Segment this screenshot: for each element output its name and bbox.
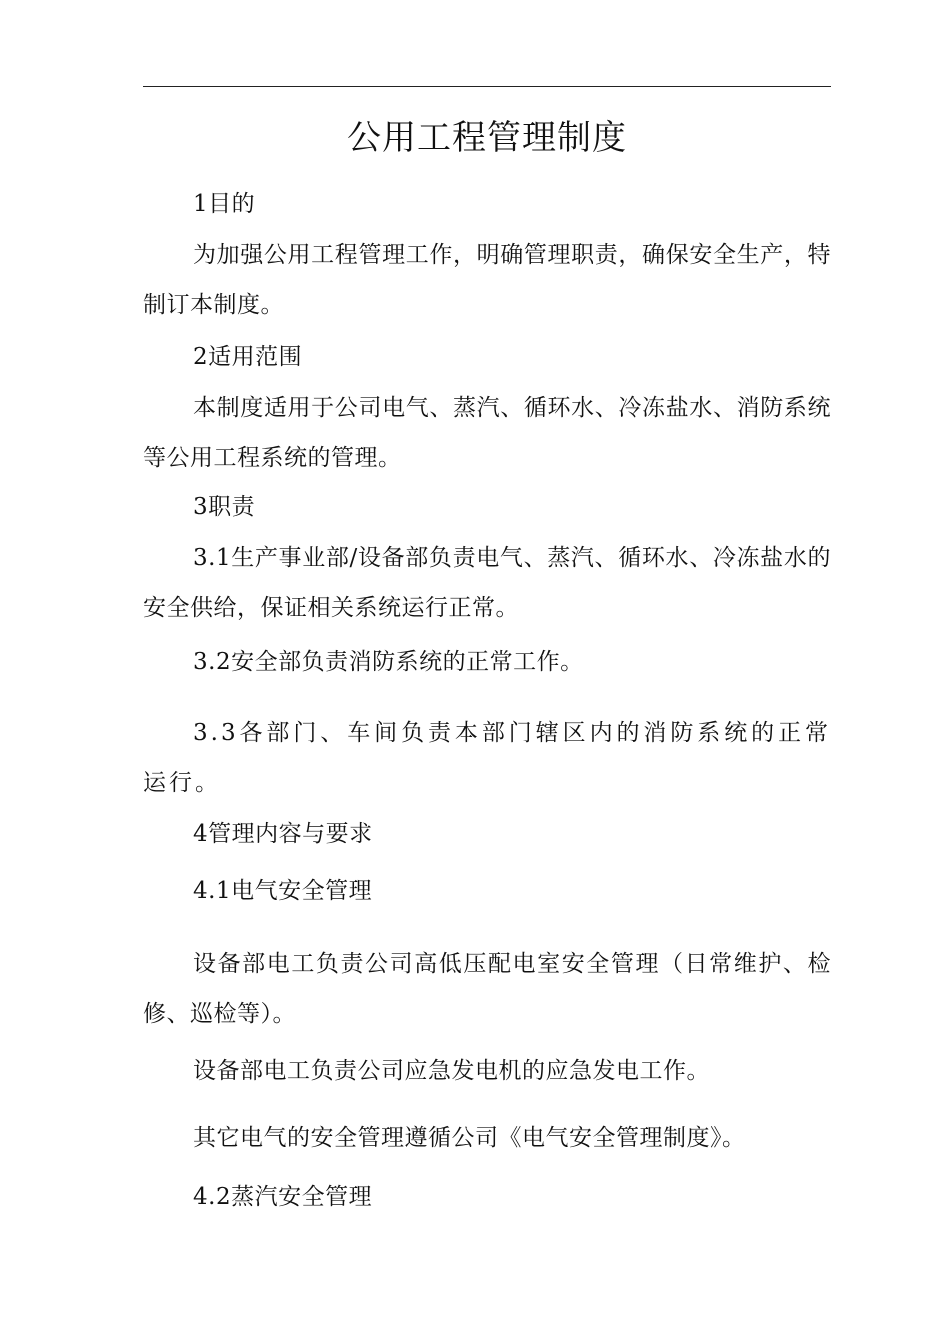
document-title: 公用工程管理制度 [347,118,627,158]
paragraph-other-electrical: 其它电气的安全管理遵循公司《电气安全管理制度》。 [193,1125,746,1151]
paragraph-responsibility-3-2: 3.2安全部负责消防系统的正常工作。 [193,649,584,675]
section-heading-purpose: 1目的 [193,191,256,217]
header-rule [143,86,831,87]
paragraph-purpose: 为加强公用工程管理工作，明确管理职责，确保安全生产，特制订本制度。 [143,242,831,318]
section-heading-management: 4管理内容与要求 [193,821,373,847]
section-heading-scope: 2适用范围 [193,344,303,370]
subsection-heading-steam: 4.2蒸汽安全管理 [193,1184,373,1210]
paragraph-electrical-distribution: 设备部电工负责公司高低压配电室安全管理（日常维护、检修、巡检等）。 [143,951,831,1027]
paragraph-responsibility-3-1: 3.1生产事业部/设备部负责电气、蒸汽、循环水、冷冻盐水的安全供给，保证相关系统运行正常。 [143,545,831,621]
paragraph-emergency-generator: 设备部电工负责公司应急发电机的应急发电工作。 [193,1058,710,1084]
section-heading-responsibilities: 3职责 [193,494,256,520]
subsection-heading-electrical: 4.1电气安全管理 [193,878,373,904]
paragraph-responsibility-3-3: 3.3各部门、车间负责本部门辖区内的消防系统的正常运行。 [143,720,831,796]
paragraph-scope: 本制度适用于公司电气、蒸汽、循环水、冷冻盐水、消防系统等公用工程系统的管理。 [143,395,831,471]
